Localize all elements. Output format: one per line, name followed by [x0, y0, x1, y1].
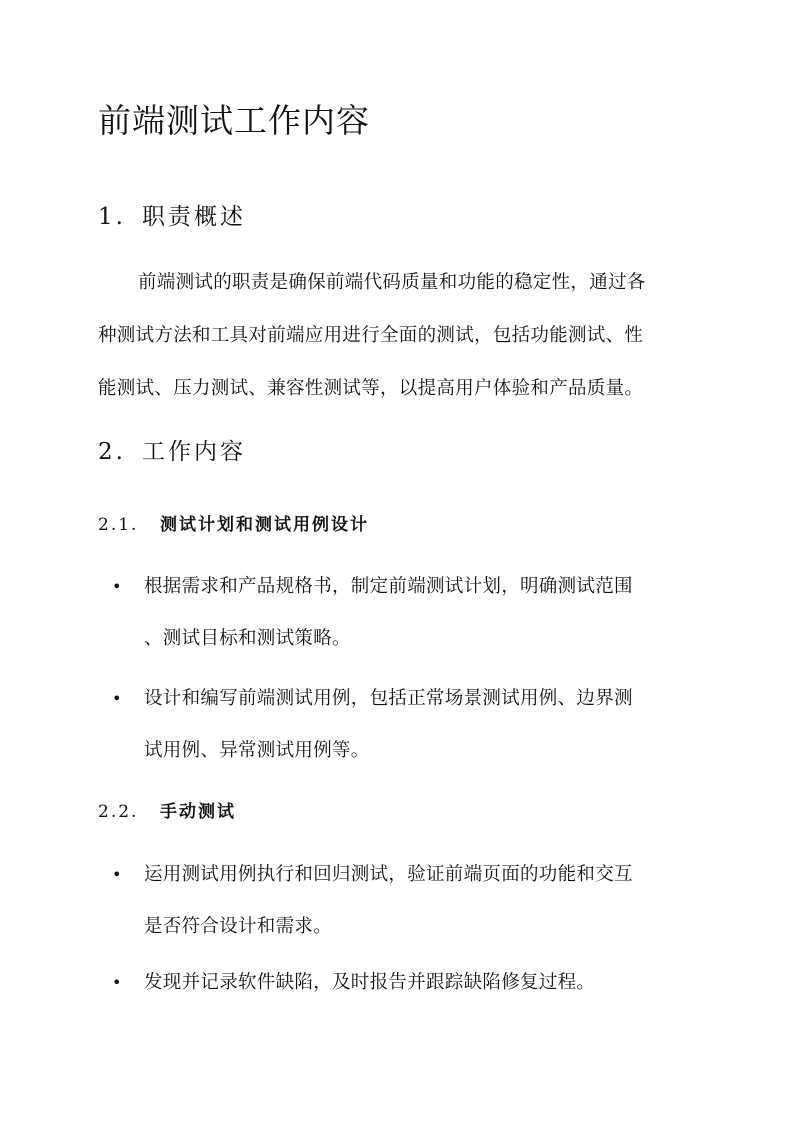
list-item-line: 运用测试用例执行和回归测试，验证前端页面的功能和交互 [144, 864, 633, 885]
paragraph-line: 前端测试的职责是确保前端代码质量和功能的稳定性，通过各 [138, 272, 646, 293]
section-title: 职责概述 [142, 204, 246, 230]
section-number: 1. [98, 204, 126, 230]
subsection-heading-manual-testing [98, 797, 236, 822]
bullet-icon: • [112, 577, 122, 596]
list-item-line: 设计和编写前端测试用例，包括正常场景测试用例、边界测 [144, 688, 633, 709]
section-number: 2. [98, 439, 126, 465]
section-heading-responsibilities [98, 198, 246, 231]
bullet-icon: • [112, 973, 122, 992]
list-item-line: 根据需求和产品规格书，制定前端测试计划，明确测试范围 [144, 576, 633, 597]
subsection-number: 2.2. [98, 802, 139, 822]
bullet-icon: • [112, 689, 122, 708]
list-item-line: 、测试目标和测试策略。 [144, 628, 351, 649]
list-item-line: 试用例、异常测试用例等。 [144, 740, 370, 761]
section-title: 工作内容 [142, 439, 246, 465]
subsection-heading-test-plan [98, 510, 369, 535]
list-item-line: 是否符合设计和需求。 [144, 916, 333, 937]
paragraph-line: 种测试方法和工具对前端应用进行全面的测试，包括功能测试、性 [98, 325, 644, 346]
paragraph-line: 能测试、压力测试、兼容性测试等，以提高用户体验和产品质量。 [98, 378, 644, 399]
document-title: 前端测试工作内容 [98, 101, 370, 140]
subsection-title: 测试计划和测试用例设计 [160, 515, 369, 535]
subsection-number: 2.1. [98, 515, 139, 535]
subsection-title: 手动测试 [160, 802, 236, 822]
list-item-line: 发现并记录软件缺陷，及时报告并跟踪缺陷修复过程。 [144, 972, 596, 993]
bullet-icon: • [112, 865, 122, 884]
section-heading-work-content [98, 433, 246, 466]
